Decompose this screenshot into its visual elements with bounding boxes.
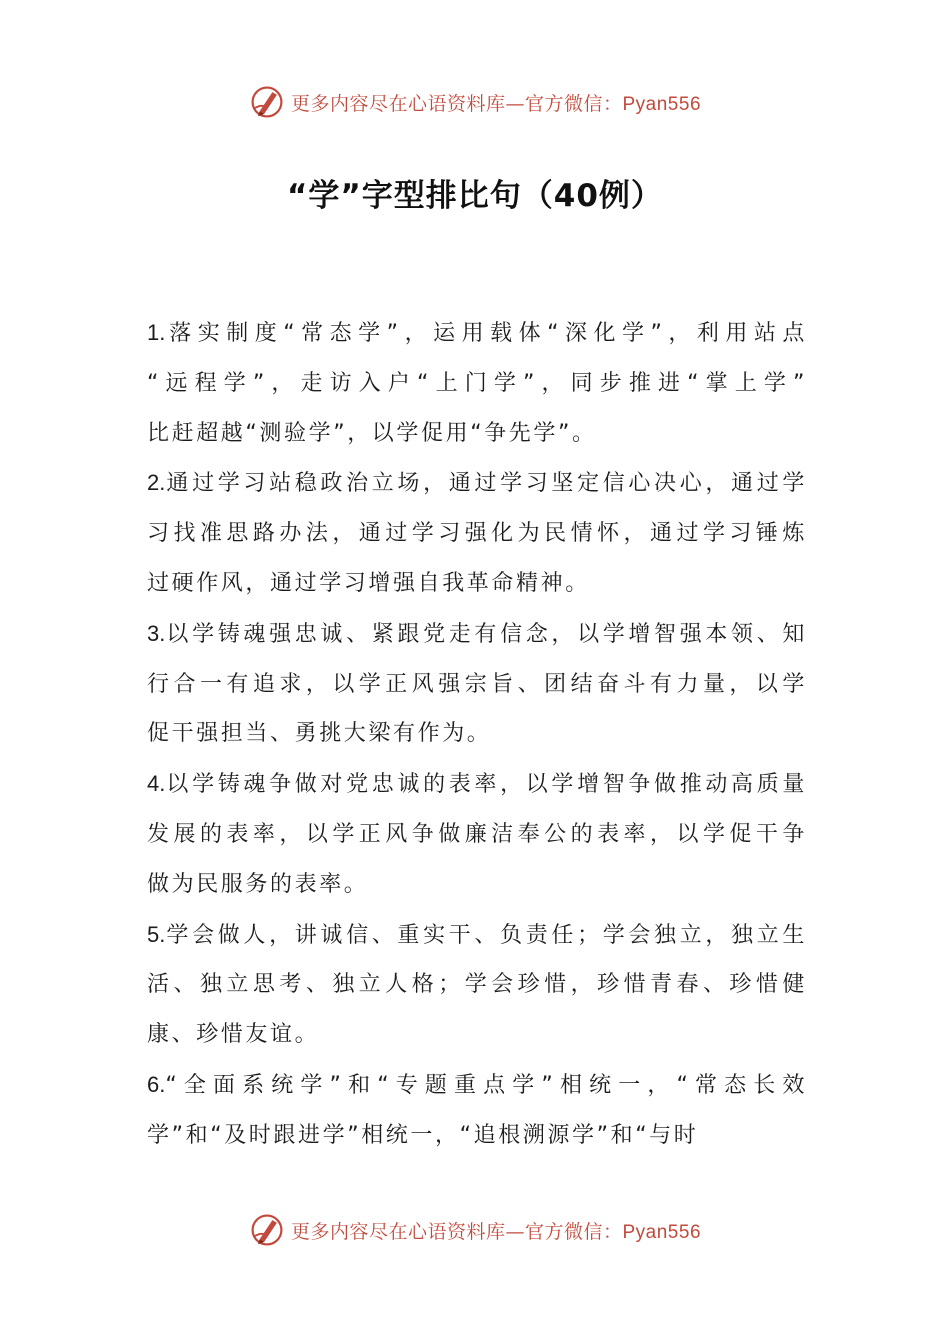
paragraph-line: 落实制度“常态学”，运用载体“深化学”，利用站点 xyxy=(165,321,807,346)
text-line xyxy=(147,409,807,459)
paragraph-line: 做为民服务的表率。 xyxy=(147,871,369,897)
paragraph-4 xyxy=(147,759,807,909)
paragraph-number: 1. xyxy=(147,320,166,345)
paragraph-2 xyxy=(147,458,807,608)
text-line xyxy=(147,509,807,559)
paragraph-line: “远程学”，走访入户“上门学”，同步推进“掌上学” xyxy=(147,370,807,396)
banner-text xyxy=(291,1217,701,1244)
text-line xyxy=(147,458,807,509)
paragraph-number: 2. xyxy=(147,470,166,496)
text-line xyxy=(147,359,807,409)
banner-slogan: 更多内容尽在心语资料库—官方微信： xyxy=(290,92,623,115)
paragraph-number: 3. xyxy=(147,620,166,646)
paragraph-1 xyxy=(147,308,807,458)
text-line xyxy=(147,308,807,359)
paragraph-line: 康、珍惜友谊。 xyxy=(147,1022,320,1048)
text-line xyxy=(147,609,807,660)
text-line xyxy=(147,709,807,759)
paragraph-6 xyxy=(147,1060,807,1161)
banner-slogan: 更多内容尽在心语资料库—官方微信： xyxy=(290,1220,623,1243)
banner-text xyxy=(291,89,701,116)
paragraph-line: 发展的表率，以学正风争做廉洁奉公的表率，以学促干争 xyxy=(147,821,807,847)
document-body xyxy=(147,308,807,1161)
wechat-id: Pyan556 xyxy=(622,93,702,115)
paragraph-number: 6. xyxy=(147,1071,166,1097)
page-title: “学”字型排比句（40例） xyxy=(287,178,663,214)
text-line xyxy=(147,960,807,1010)
paragraph-line: “全面系统学”和“专题重点学”相统一，“常态长效 xyxy=(165,1072,807,1098)
header-watermark-banner xyxy=(0,80,950,124)
paragraph-5 xyxy=(147,910,807,1060)
pen-logo-icon xyxy=(249,1212,285,1248)
text-line xyxy=(147,759,807,810)
pen-logo-icon xyxy=(249,84,285,120)
footer-watermark-banner xyxy=(0,1208,950,1252)
paragraph-line: 以学铸魂争做对党忠诚的表率，以学增智争做推动高质量 xyxy=(165,772,807,798)
text-line xyxy=(147,559,807,609)
text-line xyxy=(147,1060,807,1111)
paragraph-line: 以学铸魂强忠诚、紧跟党走有信念，以学增智强本领、知 xyxy=(165,621,807,647)
paragraph-line: 比赶超越“测验学”，以学促用“争先学”。 xyxy=(147,420,597,446)
paragraph-line: 过硬作风，通过学习增强自我革命精神。 xyxy=(147,570,590,596)
text-line xyxy=(147,810,807,860)
paragraph-number: 5. xyxy=(147,921,166,947)
paragraph-line: 行合一有追求，以学正风强宗旨、团结奋斗有力量，以学 xyxy=(147,671,807,697)
text-line xyxy=(147,1010,807,1060)
paragraph-line: 促干强担当、勇挑大梁有作为。 xyxy=(147,721,492,747)
text-line xyxy=(147,1111,807,1161)
paragraph-line: 活、独立思考、独立人格；学会珍惜，珍惜青春、珍惜健 xyxy=(147,972,807,998)
paragraph-3 xyxy=(147,609,807,759)
paragraph-line: 通过学习站稳政治立场，通过学习坚定信心决心，通过学 xyxy=(165,471,807,497)
text-line xyxy=(147,860,807,910)
text-line xyxy=(147,910,807,961)
text-line xyxy=(147,660,807,710)
wechat-id: Pyan556 xyxy=(622,1221,702,1243)
paragraph-number: 4. xyxy=(147,771,166,797)
paragraph-line: 学会做人，讲诚信、重实干、负责任；学会独立，独立生 xyxy=(165,922,807,948)
paragraph-line: 习找准思路办法，通过学习强化为民情怀，通过学习锤炼 xyxy=(147,521,807,547)
paragraph-line: 学”和“及时跟进学”相统一，“追根溯源学”和“与时 xyxy=(147,1122,699,1148)
